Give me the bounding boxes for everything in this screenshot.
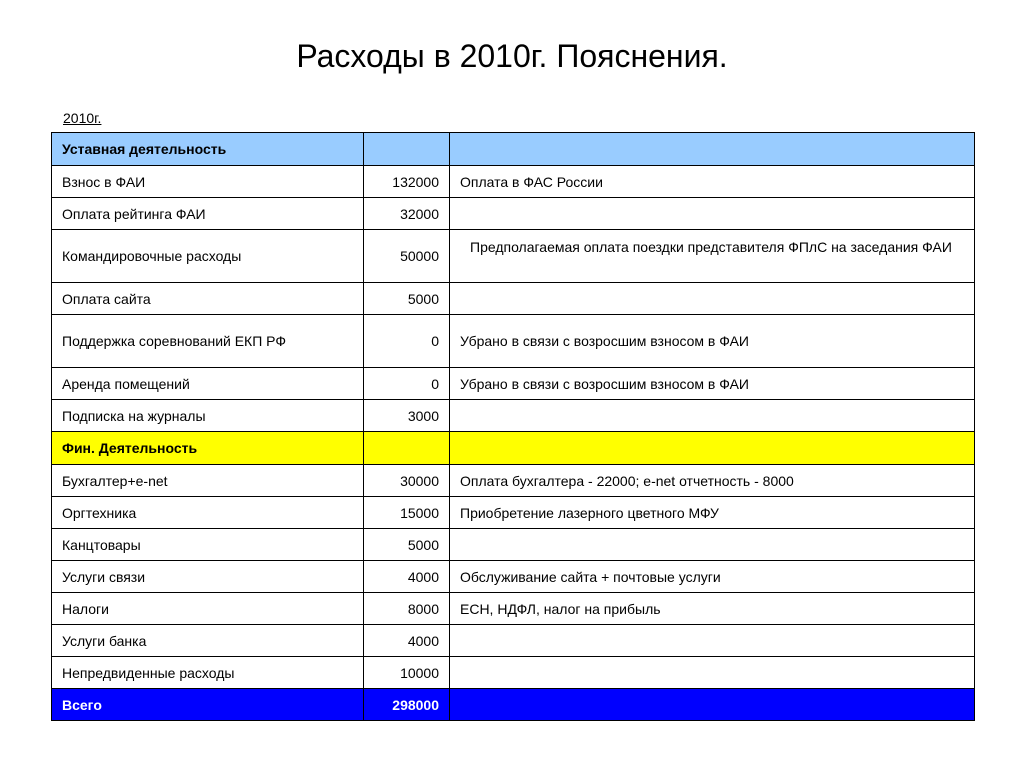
item-note: ЕСН, НДФЛ, налог на прибыль xyxy=(450,593,975,625)
table-row xyxy=(52,465,975,497)
item-note xyxy=(450,625,975,657)
item-name: Взнос в ФАИ xyxy=(52,166,364,198)
item-note xyxy=(450,198,975,230)
table-row xyxy=(52,529,975,561)
table-row xyxy=(52,166,975,198)
table-row xyxy=(52,497,975,529)
item-note: Приобретение лазерного цветного МФУ xyxy=(450,497,975,529)
item-name: Услуги связи xyxy=(52,561,364,593)
table-row xyxy=(52,198,975,230)
item-note: Убрано в связи с возросшим взносом в ФАИ xyxy=(450,315,975,368)
item-name: Канцтовары xyxy=(52,529,364,561)
item-name: Командировочные расходы xyxy=(52,230,364,283)
item-name: Непредвиденные расходы xyxy=(52,657,364,689)
item-note: Оплата бухгалтера - 22000; e-net отчетность - 8000 xyxy=(450,465,975,497)
item-note xyxy=(450,529,975,561)
total-row xyxy=(52,689,975,721)
item-amount: 3000 xyxy=(364,400,450,432)
item-amount: 8000 xyxy=(364,593,450,625)
total-label: Всего xyxy=(52,689,364,721)
item-name: Оплата сайта xyxy=(52,283,364,315)
item-amount: 10000 xyxy=(364,657,450,689)
item-amount: 0 xyxy=(364,315,450,368)
total-amount: 298000 xyxy=(364,689,450,721)
item-amount: 0 xyxy=(364,368,450,400)
table-row xyxy=(52,657,975,689)
item-name: Налоги xyxy=(52,593,364,625)
item-name: Подписка на журналы xyxy=(52,400,364,432)
item-note xyxy=(450,657,975,689)
item-amount: 5000 xyxy=(364,283,450,315)
item-amount: 30000 xyxy=(364,465,450,497)
section-header-financial xyxy=(52,432,975,465)
item-note xyxy=(450,400,975,432)
table-row xyxy=(52,400,975,432)
table-row xyxy=(52,561,975,593)
item-amount: 4000 xyxy=(364,561,450,593)
table-row xyxy=(52,315,975,368)
table-row xyxy=(52,368,975,400)
expenses-table xyxy=(51,132,975,721)
item-amount: 4000 xyxy=(364,625,450,657)
item-amount: 32000 xyxy=(364,198,450,230)
year-label: 2010г. xyxy=(63,110,102,126)
item-note: Убрано в связи с возросшим взносом в ФАИ xyxy=(450,368,975,400)
item-note: Обслуживание сайта + почтовые услуги xyxy=(450,561,975,593)
item-name: Бухгалтер+e-net xyxy=(52,465,364,497)
item-amount: 132000 xyxy=(364,166,450,198)
item-note xyxy=(450,230,975,283)
section-header-statutory xyxy=(52,133,975,166)
item-amount: 15000 xyxy=(364,497,450,529)
section-label: Фин. Деятельность xyxy=(52,432,364,465)
table-row xyxy=(52,283,975,315)
item-name: Оргтехника xyxy=(52,497,364,529)
table-row xyxy=(52,230,975,283)
item-note-text: Предполагаемая оплата поездки представителя ФПлС на заседания ФАИ xyxy=(470,239,952,255)
item-name: Оплата рейтинга ФАИ xyxy=(52,198,364,230)
item-note: Оплата в ФАС России xyxy=(450,166,975,198)
item-note xyxy=(450,283,975,315)
item-amount: 50000 xyxy=(364,230,450,283)
table-row xyxy=(52,593,975,625)
item-amount: 5000 xyxy=(364,529,450,561)
item-name: Аренда помещений xyxy=(52,368,364,400)
item-name: Услуги банка xyxy=(52,625,364,657)
section-label: Уставная деятельность xyxy=(52,133,364,166)
table-row xyxy=(52,625,975,657)
item-name: Поддержка соревнований ЕКП РФ xyxy=(52,315,364,368)
page-title: Расходы в 2010г. Пояснения. xyxy=(296,38,728,74)
